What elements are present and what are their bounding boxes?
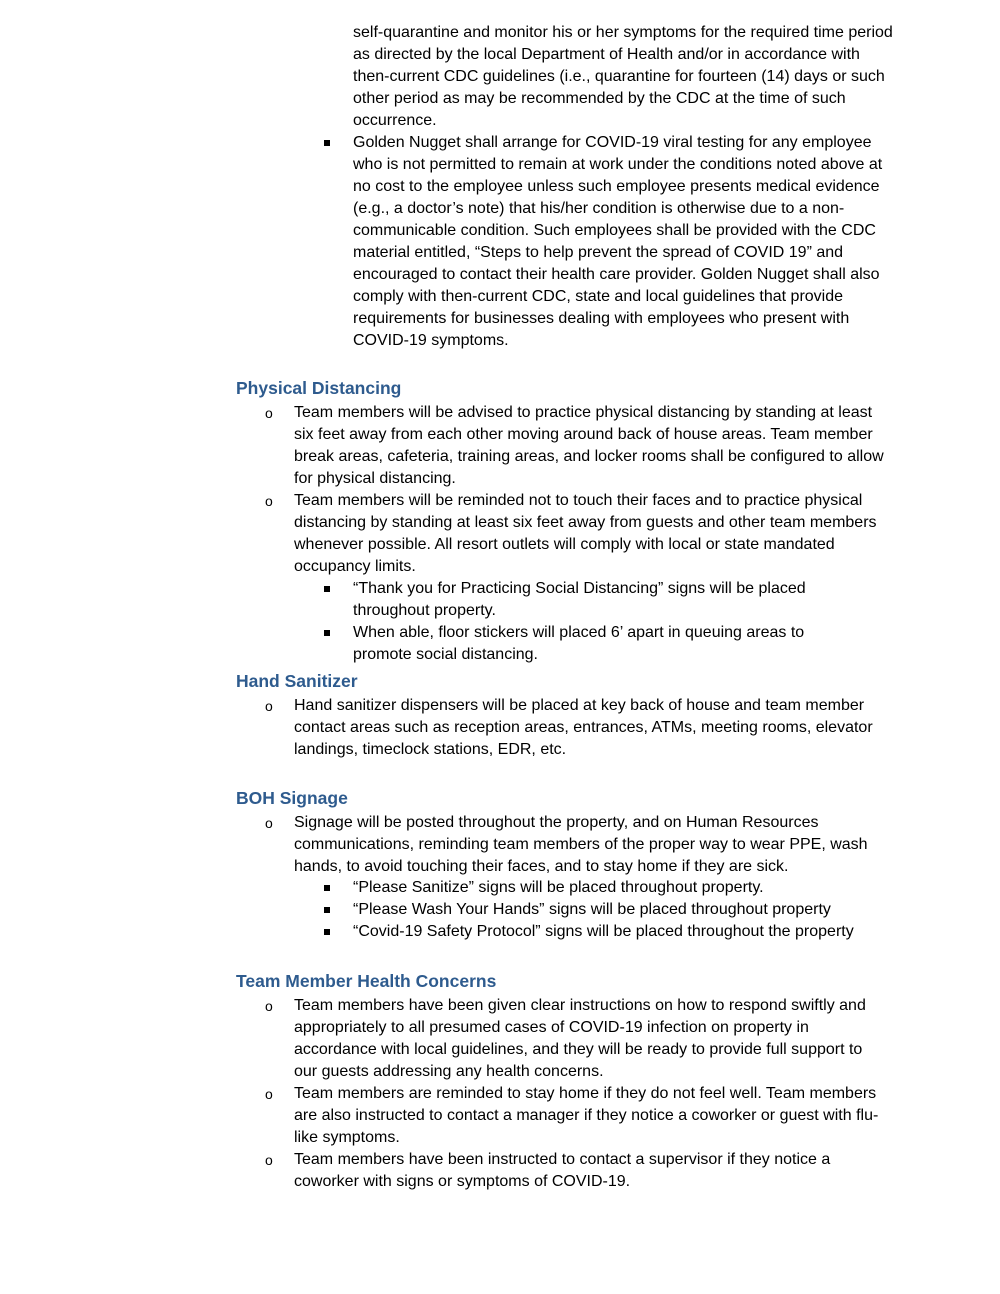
circle-bullet-icon: o (265, 405, 273, 421)
circle-bullet-icon: o (265, 1152, 273, 1168)
section-heading-boh-signage: BOH Signage (236, 788, 348, 808)
list-item: Team members are reminded to stay home if they do not feel well. Team members are also instructed to contact a manager if they notice a coworker or guest with flu-like symptoms. (294, 1085, 879, 1146)
square-bullet-icon (324, 586, 330, 592)
list-item: Team members have been given clear instructions on how to respond swiftly and appropriately to all presumed cases of COVID-19 infection on property in accordance with local guidelines, and they will be ready to provide full support to our guests addressing any health concerns. (294, 997, 866, 1080)
circle-bullet-icon: o (265, 998, 273, 1014)
list-item: Team members will be advised to practice physical distancing by standing at least six feet away from each other moving around back of house areas. Team member break areas, cafeteria, training areas, and locker rooms shall be configured to allow for physical distancing. (294, 404, 884, 487)
sub-list-item: “Please Sanitize” signs will be placed throughout property. (353, 879, 764, 896)
section-heading-hand-sanitizer: Hand Sanitizer (236, 671, 358, 691)
circle-bullet-icon: o (265, 815, 273, 831)
list-item: Team members will be reminded not to touch their faces and to practice physical distancing by standing at least six feet away from guests and other team members whenever possible. All resort outlets will comply with local or state mandated occupancy limits. (294, 492, 877, 575)
sub-list-item: “Covid-19 Safety Protocol” signs will be placed throughout the property (353, 923, 854, 940)
circle-bullet-icon: o (265, 493, 273, 509)
sub-list-item: When able, floor stickers will placed 6’ apart in queuing areas to promote social distancing. (353, 624, 805, 663)
square-bullet-icon (324, 929, 330, 935)
sub-list-item: “Thank you for Practicing Social Distancing” signs will be placed throughout property. (353, 580, 806, 619)
golden-nugget-testing-paragraph: Golden Nugget shall arrange for COVID-19 viral testing for any employee who is not permitted to remain at work under the conditions noted above at no cost to the employee unless such employee presents medical evidence (e.g., a doctor’s note) that his/her condition is otherwise due to a non-communicable condition. Such employees shall be provided with the CDC material entitled, “Steps to help prevent the spread of COVID 19” and encouraged to contact their health care provider. Golden Nugget shall also comply with then-current CDC, state and local guidelines that provide requirements for businesses dealing with employees who present with COVID-19 symptoms. (353, 134, 883, 349)
list-item: Team members have been instructed to contact a supervisor if they notice a coworker with signs or symptoms of COVID-19. (294, 1151, 831, 1190)
square-bullet-icon (324, 885, 330, 891)
list-item: Signage will be posted throughout the property, and on Human Resources communications, reminding team members of the proper way to wear PPE, wash hands, to avoid touching their faces, and to stay home if they are sick. (294, 814, 868, 875)
circle-bullet-icon: o (265, 1086, 273, 1102)
square-bullet-icon (324, 907, 330, 913)
circle-bullet-icon: o (265, 698, 273, 714)
continuation-paragraph: self-quarantine and monitor his or her symptoms for the required time period as directed by the local Department of Health and/or in accordance with then-current CDC guidelines (i.e., quarantine for fourteen (14) days or such other period as may be recommended by the CDC at the time of such occurrence. (353, 24, 893, 129)
section-heading-physical-distancing: Physical Distancing (236, 378, 402, 398)
list-item: Hand sanitizer dispensers will be placed at key back of house and team member contact areas such as reception areas, entrances, ATMs, meeting rooms, elevator landings, timeclock stations, EDR, etc. (294, 697, 873, 758)
section-heading-health-concerns: Team Member Health Concerns (236, 971, 497, 991)
square-bullet-icon (324, 140, 330, 146)
sub-list-item: “Please Wash Your Hands” signs will be placed throughout property (353, 901, 831, 918)
square-bullet-icon (324, 630, 330, 636)
